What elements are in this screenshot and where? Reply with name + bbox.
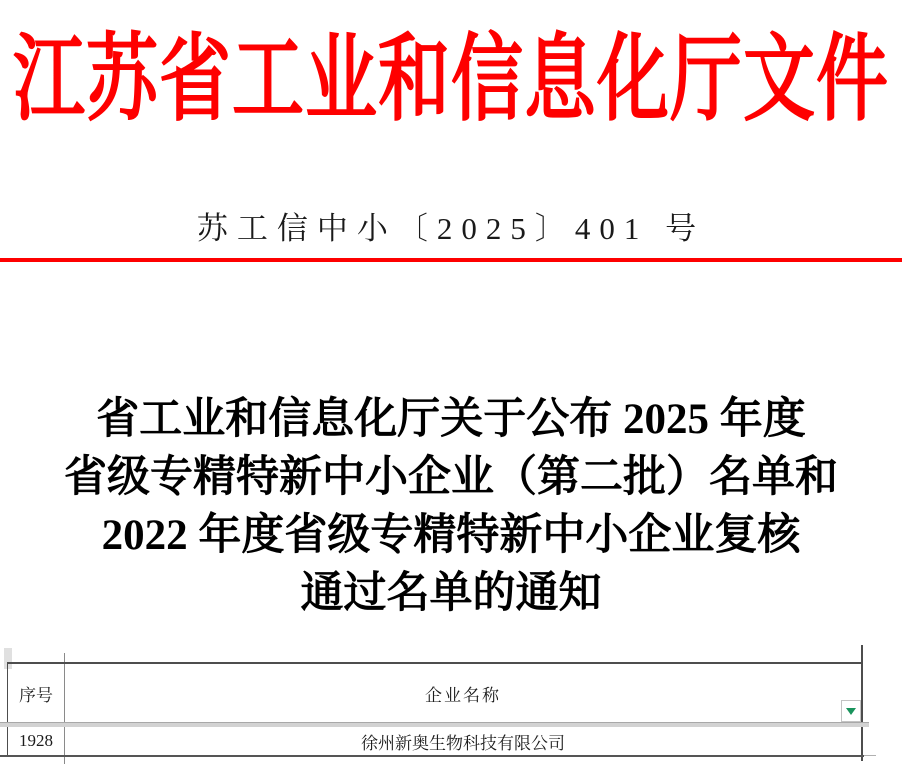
document-number: 苏工信中小〔2025〕401 号	[196, 211, 706, 246]
table-row-seq: 1928	[19, 731, 53, 750]
letterhead-banner	[0, 2, 902, 133]
red-divider-rule	[0, 258, 902, 262]
column-header-company-name: 企业名称	[425, 685, 501, 705]
notice-title-line: 2022 年度省级专精特新中小企业复核	[101, 512, 801, 559]
company-table	[0, 645, 902, 764]
filter-dropdown-icon	[846, 708, 856, 715]
table-row-company-name: 徐州新奥生物科技有限公司	[361, 733, 565, 753]
letterhead-title: 江苏省工业和信息化厅文件	[12, 27, 889, 133]
filter-dropdown-button[interactable]	[841, 700, 861, 722]
notice-title-line: 省级专精特新中小企业（第二批）名单和	[64, 454, 838, 501]
column-header-seq: 序号	[19, 685, 53, 705]
gridline-tail	[864, 755, 876, 756]
notice-title-line: 省工业和信息化厅关于公布 2025 年度	[96, 396, 806, 443]
notice-title	[0, 391, 902, 623]
table-border-bottom	[0, 755, 864, 757]
notice-title-line: 通过名单的通知	[300, 570, 602, 617]
